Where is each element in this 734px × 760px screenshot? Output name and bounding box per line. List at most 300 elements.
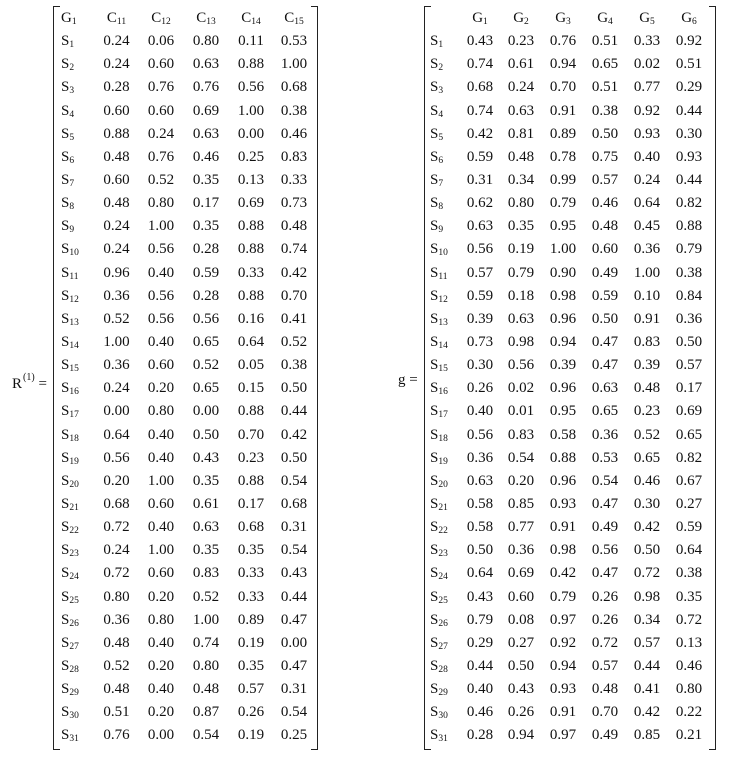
left-cell-value: 0.48 <box>192 681 220 698</box>
right-row-label <box>430 655 460 678</box>
right-row-label-subscript: 29 <box>438 688 448 699</box>
left-row-label-subscript: 19 <box>69 456 79 467</box>
right-row-label-main: S <box>430 357 439 374</box>
left-row-label <box>61 285 95 308</box>
right-cell-value: 0.72 <box>633 565 661 582</box>
left-cell-value: 0.20 <box>103 472 130 489</box>
right-cell-value: 0.96 <box>549 380 577 397</box>
left-row-label <box>61 632 95 655</box>
left-row-label-subscript: 26 <box>69 618 79 629</box>
right-cell-value: 0.56 <box>591 542 619 559</box>
left-table-row <box>61 724 314 747</box>
right-row-label-main: S <box>430 704 439 721</box>
right-column-header-subscript: 3 <box>566 17 571 28</box>
right-row-label-main: S <box>430 542 439 559</box>
left-row-label-main: S <box>61 426 70 443</box>
right-row-label-subscript: 6 <box>438 155 444 166</box>
left-column-header <box>184 7 228 30</box>
right-cell-value: 0.76 <box>549 33 577 50</box>
left-cell-value: 0.11 <box>238 33 264 50</box>
right-cell-value: 0.30 <box>675 125 703 142</box>
right-cell-value: 0.50 <box>466 542 494 559</box>
right-row-label <box>430 30 460 53</box>
right-cell-value: 0.17 <box>675 380 703 397</box>
right-cell-value: 0.51 <box>591 33 619 50</box>
left-cell-value: 0.33 <box>237 565 265 582</box>
right-cell-value: 0.63 <box>507 310 535 327</box>
right-cell-value: 0.41 <box>633 681 661 698</box>
left-cell-value: 0.65 <box>192 334 220 351</box>
left-table-row <box>61 701 314 724</box>
right-cell-value: 0.39 <box>466 310 494 327</box>
right-row-label-subscript: 4 <box>438 109 444 120</box>
left-cell-value: 0.15 <box>237 380 265 397</box>
right-cell-value: 0.63 <box>466 218 494 235</box>
right-matrix-close-bracket <box>709 6 716 750</box>
right-cell-value: 0.57 <box>466 264 494 281</box>
right-row-label-main: S <box>430 56 439 73</box>
left-cell-value: 0.76 <box>192 79 220 96</box>
right-row-label-subscript: 10 <box>438 248 448 259</box>
right-row-label-main: S <box>430 588 439 605</box>
left-table-row <box>61 539 314 562</box>
right-cell-value: 0.13 <box>675 634 703 651</box>
right-cell-value: 0.50 <box>507 658 535 674</box>
right-cell-value: 0.93 <box>675 148 703 165</box>
left-row-label-subscript: 27 <box>69 641 79 652</box>
left-row-label-subscript: 1 <box>69 40 75 51</box>
right-row-label <box>430 123 460 146</box>
left-row-label-main: S <box>61 56 70 73</box>
right-row-label-main: S <box>430 287 439 304</box>
left-row-label-main: S <box>61 496 70 513</box>
left-cell-value: 0.52 <box>103 310 130 327</box>
right-cell-value: 0.48 <box>507 148 535 165</box>
left-table-row <box>61 123 314 146</box>
right-row-label-main: S <box>430 218 439 235</box>
right-row-label-subscript: 9 <box>438 225 444 236</box>
left-cell-value: 0.36 <box>103 357 130 374</box>
right-row-label-subscript: 19 <box>438 456 448 467</box>
right-cell-value: 0.39 <box>633 357 661 374</box>
right-row-label-main: S <box>430 264 439 281</box>
right-cell-value: 0.01 <box>507 403 535 420</box>
left-cell-value: 0.52 <box>147 172 175 189</box>
right-row-label-subscript: 8 <box>438 202 444 213</box>
right-header-row <box>430 7 710 30</box>
left-cell-value: 0.54 <box>192 727 220 744</box>
right-row-label-subscript: 26 <box>438 618 448 629</box>
right-table-row <box>430 100 710 123</box>
left-cell-value: 0.70 <box>280 287 308 304</box>
right-table-row <box>430 470 710 493</box>
left-row-label-main: S <box>61 264 70 281</box>
left-cell-value: 0.05 <box>237 357 265 374</box>
right-row-label-subscript: 1 <box>438 40 444 51</box>
left-table-row <box>61 424 314 447</box>
left-cell-value: 0.35 <box>192 542 220 559</box>
right-row-label <box>430 447 460 470</box>
left-row-label <box>61 447 95 470</box>
left-cell-value: 0.17 <box>237 496 265 513</box>
right-cell-value: 0.36 <box>591 426 619 443</box>
left-cell-value: 0.28 <box>192 287 220 304</box>
right-row-label <box>430 632 460 655</box>
right-cell-value: 0.79 <box>549 195 577 212</box>
right-cell-value: 0.42 <box>633 704 661 721</box>
right-table-row <box>430 53 710 76</box>
left-row-label-subscript: 31 <box>69 734 79 745</box>
right-cell-value: 0.30 <box>633 496 661 513</box>
right-column-header-subscript: 6 <box>692 17 697 28</box>
left-equals-sign: = <box>38 376 47 392</box>
left-cell-value: 0.72 <box>103 519 130 536</box>
right-column-header-main: G <box>472 10 484 27</box>
left-table-row <box>61 192 314 215</box>
right-column-header-subscript: 4 <box>608 17 613 28</box>
left-row-label-subscript: 22 <box>69 526 79 537</box>
right-row-label <box>430 493 460 516</box>
left-row-label-main: S <box>61 634 70 651</box>
right-cell-value: 0.93 <box>549 681 577 698</box>
left-cell-value: 0.56 <box>147 287 175 304</box>
right-cell-value: 0.23 <box>507 33 535 50</box>
left-row-label-main: S <box>61 472 70 489</box>
right-table-row <box>430 123 710 146</box>
right-cell-value: 0.92 <box>549 634 577 651</box>
left-cell-value: 0.44 <box>280 588 308 605</box>
right-row-label <box>430 308 460 331</box>
right-cell-value: 0.84 <box>675 287 703 304</box>
right-cell-value: 0.36 <box>466 449 494 466</box>
right-cell-value: 0.59 <box>466 148 494 165</box>
right-row-label <box>430 238 460 261</box>
right-cell-value: 0.93 <box>633 125 661 142</box>
right-cell-value: 0.59 <box>591 287 619 304</box>
left-row-label <box>61 354 95 377</box>
right-row-label <box>430 586 460 609</box>
left-cell-value: 0.35 <box>192 472 220 489</box>
left-corner-subscript: 1 <box>71 17 77 28</box>
right-row-label-main: S <box>430 148 439 165</box>
right-cell-value: 0.69 <box>675 403 703 420</box>
left-table-row <box>61 400 314 423</box>
left-row-label-main: S <box>61 125 70 142</box>
right-row-label-subscript: 18 <box>438 433 448 444</box>
right-cell-value: 0.21 <box>675 727 703 744</box>
right-cell-value: 0.91 <box>633 310 661 327</box>
right-cell-value: 0.39 <box>549 357 577 374</box>
left-cell-value: 0.51 <box>103 704 130 721</box>
right-table-row <box>430 424 710 447</box>
right-row-label-subscript: 30 <box>438 711 448 722</box>
right-cell-value: 0.52 <box>633 426 661 443</box>
left-row-label-main: S <box>61 727 70 744</box>
right-cell-value: 0.90 <box>549 264 577 281</box>
right-cell-value: 0.91 <box>549 519 577 536</box>
left-row-label-main: S <box>61 611 70 628</box>
right-cell-value: 0.96 <box>549 310 577 327</box>
left-row-label-subscript: 2 <box>69 63 75 74</box>
left-table-row <box>61 586 314 609</box>
right-table-row <box>430 192 710 215</box>
right-cell-value: 0.80 <box>675 681 703 698</box>
left-row-label-main: S <box>61 241 70 258</box>
left-matrix-table <box>61 7 314 748</box>
right-matrix <box>424 6 716 750</box>
left-matrix <box>53 6 318 750</box>
left-cell-value: 0.35 <box>192 218 220 235</box>
left-cell-value: 0.47 <box>280 658 308 674</box>
left-cell-value: 0.19 <box>237 634 265 651</box>
right-cell-value: 0.53 <box>591 449 619 466</box>
right-cell-value: 0.54 <box>591 472 619 489</box>
right-cell-value: 0.57 <box>591 172 619 189</box>
left-cell-value: 0.48 <box>103 634 130 651</box>
left-row-label-main: S <box>61 310 70 327</box>
right-cell-value: 0.46 <box>675 658 703 674</box>
left-cell-value: 0.63 <box>192 56 220 73</box>
left-cell-value: 0.80 <box>147 611 175 628</box>
right-cell-value: 0.68 <box>466 79 494 96</box>
left-cell-value: 0.36 <box>103 287 130 304</box>
right-cell-value: 0.65 <box>591 56 619 73</box>
right-cell-value: 0.47 <box>591 565 619 582</box>
left-cell-value: 0.76 <box>147 148 175 165</box>
right-cell-value: 0.30 <box>466 357 494 374</box>
right-column-header-subscript: 5 <box>650 17 655 28</box>
right-table-row <box>430 146 710 169</box>
right-row-label <box>430 146 460 169</box>
left-cell-value: 0.50 <box>280 380 308 397</box>
right-row-label-subscript: 28 <box>438 665 448 675</box>
left-cell-value: 0.43 <box>192 449 220 466</box>
right-row-label <box>430 400 460 423</box>
left-row-label-subscript: 4 <box>69 109 75 120</box>
right-equals-sign: = <box>409 372 418 388</box>
right-cell-value: 0.44 <box>675 102 703 119</box>
left-cell-value: 0.69 <box>192 102 220 119</box>
right-cell-value: 0.62 <box>466 195 494 212</box>
left-row-label <box>61 424 95 447</box>
left-cell-value: 1.00 <box>237 102 265 119</box>
right-cell-value: 0.63 <box>466 472 494 489</box>
right-row-label <box>430 76 460 99</box>
left-row-label-main: S <box>61 542 70 559</box>
left-cell-value: 0.28 <box>103 79 130 96</box>
left-cell-value: 0.43 <box>280 565 308 582</box>
left-row-label <box>61 655 95 678</box>
left-column-header-subscript: 14 <box>251 17 261 28</box>
right-column-header-main: G <box>513 10 525 27</box>
right-cell-value: 0.48 <box>633 380 661 397</box>
left-row-label <box>61 146 95 169</box>
right-cell-value: 0.95 <box>549 218 577 235</box>
right-cell-value: 0.57 <box>633 634 661 651</box>
left-cell-value: 0.25 <box>280 727 308 744</box>
left-table-row <box>61 470 314 493</box>
left-table-row <box>61 655 314 678</box>
left-cell-value: 0.54 <box>280 472 308 489</box>
right-cell-value: 0.38 <box>591 102 619 119</box>
left-column-header-subscript: 11 <box>116 17 127 28</box>
right-row-label-main: S <box>430 496 439 513</box>
left-cell-value: 0.40 <box>147 634 175 651</box>
left-cell-value: 0.33 <box>237 588 265 605</box>
left-cell-value: 0.00 <box>147 727 175 744</box>
right-row-label-subscript: 22 <box>438 526 448 537</box>
left-cell-value: 0.40 <box>147 426 175 443</box>
right-row-label-main: S <box>430 380 439 397</box>
right-row-label-subscript: 17 <box>438 410 448 421</box>
left-table-row <box>61 516 314 539</box>
left-row-label <box>61 516 95 539</box>
right-cell-value: 0.59 <box>675 519 703 536</box>
right-table-row <box>430 539 710 562</box>
right-cell-value: 0.27 <box>507 634 535 651</box>
left-cell-value: 0.35 <box>192 172 220 189</box>
right-table-row <box>430 586 710 609</box>
right-cell-value: 0.57 <box>591 658 619 674</box>
left-cell-value: 0.35 <box>237 658 265 674</box>
left-cell-value: 0.33 <box>237 264 265 281</box>
left-cell-value: 0.40 <box>147 449 175 466</box>
left-cell-value: 0.83 <box>280 148 308 165</box>
left-cell-value: 0.54 <box>280 542 308 559</box>
right-cell-value: 1.00 <box>633 264 661 281</box>
right-cell-value: 0.61 <box>507 56 535 73</box>
left-row-label-main: S <box>61 172 70 189</box>
left-cell-value: 1.00 <box>280 56 308 73</box>
left-row-label-subscript: 24 <box>69 572 79 583</box>
left-table-row <box>61 354 314 377</box>
right-cell-value: 0.74 <box>466 102 494 119</box>
right-cell-value: 0.50 <box>633 542 661 559</box>
left-cell-value: 0.40 <box>147 519 175 536</box>
right-cell-value: 0.56 <box>466 426 494 443</box>
right-row-label <box>430 354 460 377</box>
right-row-label-subscript: 2 <box>438 63 444 74</box>
right-cell-value: 0.38 <box>675 565 703 582</box>
left-row-label-subscript: 12 <box>69 294 79 305</box>
left-row-label <box>61 724 95 747</box>
right-cell-value: 0.02 <box>507 380 535 397</box>
left-cell-value: 0.50 <box>280 449 308 466</box>
left-row-label-main: S <box>61 334 70 351</box>
left-cell-value: 0.60 <box>147 496 175 513</box>
left-cell-value: 0.88 <box>237 241 265 258</box>
left-row-label <box>61 400 95 423</box>
right-row-label-subscript: 14 <box>438 341 448 352</box>
right-cell-value: 0.23 <box>633 403 661 420</box>
right-cell-value: 0.94 <box>549 334 577 351</box>
left-cell-value: 0.74 <box>192 634 220 651</box>
left-row-label-subscript: 23 <box>69 549 79 560</box>
left-row-label-main: S <box>61 148 70 165</box>
right-row-label-main: S <box>430 519 439 536</box>
right-cell-value: 0.99 <box>549 172 577 189</box>
left-column-header-subscript: 12 <box>161 17 171 28</box>
left-row-label-subscript: 18 <box>69 433 79 444</box>
left-cell-value: 0.26 <box>237 704 265 721</box>
right-row-label-subscript: 31 <box>438 734 448 745</box>
right-table-row <box>430 632 710 655</box>
left-table-row <box>61 331 314 354</box>
left-cell-value: 0.52 <box>103 658 130 674</box>
right-cell-value: 0.72 <box>591 634 619 651</box>
right-cell-value: 0.65 <box>633 449 661 466</box>
left-cell-value: 0.63 <box>192 519 220 536</box>
left-cell-value: 0.23 <box>237 449 265 466</box>
left-table-row <box>61 215 314 238</box>
right-table-row <box>430 169 710 192</box>
right-cell-value: 0.79 <box>466 611 494 628</box>
right-cell-value: 0.26 <box>591 611 619 628</box>
left-cell-value: 0.35 <box>237 542 265 559</box>
right-row-label <box>430 678 460 701</box>
right-cell-value: 0.77 <box>633 79 661 96</box>
left-row-label-subscript: 28 <box>69 665 79 675</box>
left-corner-cell <box>61 7 95 30</box>
right-cell-value: 1.00 <box>549 241 577 258</box>
left-row-label <box>61 308 95 331</box>
right-row-label <box>430 701 460 724</box>
right-cell-value: 0.48 <box>591 218 619 235</box>
left-table-row <box>61 632 314 655</box>
left-column-header <box>95 7 138 30</box>
left-cell-value: 0.88 <box>237 287 265 304</box>
left-row-label-subscript: 15 <box>69 364 79 375</box>
right-row-label-main: S <box>430 727 439 744</box>
left-cell-value: 0.60 <box>147 565 175 582</box>
left-row-label <box>61 53 95 76</box>
left-matrix-superscript: (1) <box>23 372 35 383</box>
left-column-header-subscript: 15 <box>294 17 304 28</box>
left-cell-value: 0.46 <box>192 148 220 165</box>
right-cell-value: 0.82 <box>675 449 703 466</box>
left-row-label-subscript: 25 <box>69 595 79 606</box>
left-table-row <box>61 493 314 516</box>
right-cell-value: 0.47 <box>591 357 619 374</box>
right-cell-value: 0.98 <box>549 542 577 559</box>
right-corner-cell <box>430 7 460 30</box>
right-cell-value: 0.81 <box>507 125 535 142</box>
right-column-header <box>542 7 584 30</box>
left-row-label-main: S <box>61 658 70 674</box>
right-cell-value: 0.49 <box>591 264 619 281</box>
right-table-row <box>430 285 710 308</box>
right-cell-value: 0.31 <box>466 172 494 189</box>
right-row-label <box>430 192 460 215</box>
right-cell-value: 0.83 <box>633 334 661 351</box>
right-cell-value: 0.43 <box>466 33 494 50</box>
right-cell-value: 0.95 <box>549 403 577 420</box>
left-row-label-main: S <box>61 102 70 119</box>
left-row-label-subscript: 20 <box>69 479 79 490</box>
left-cell-value: 0.68 <box>237 519 265 536</box>
left-cell-value: 0.80 <box>103 588 130 605</box>
left-row-label-main: S <box>61 403 70 420</box>
right-cell-value: 0.64 <box>466 565 494 582</box>
right-cell-value: 0.97 <box>549 727 577 744</box>
right-cell-value: 0.42 <box>633 519 661 536</box>
left-cell-value: 0.20 <box>147 704 175 721</box>
right-cell-value: 0.26 <box>591 588 619 605</box>
left-row-label <box>61 586 95 609</box>
left-cell-value: 0.24 <box>103 241 130 258</box>
right-cell-value: 0.29 <box>675 79 703 96</box>
left-cell-value: 0.52 <box>280 334 308 351</box>
